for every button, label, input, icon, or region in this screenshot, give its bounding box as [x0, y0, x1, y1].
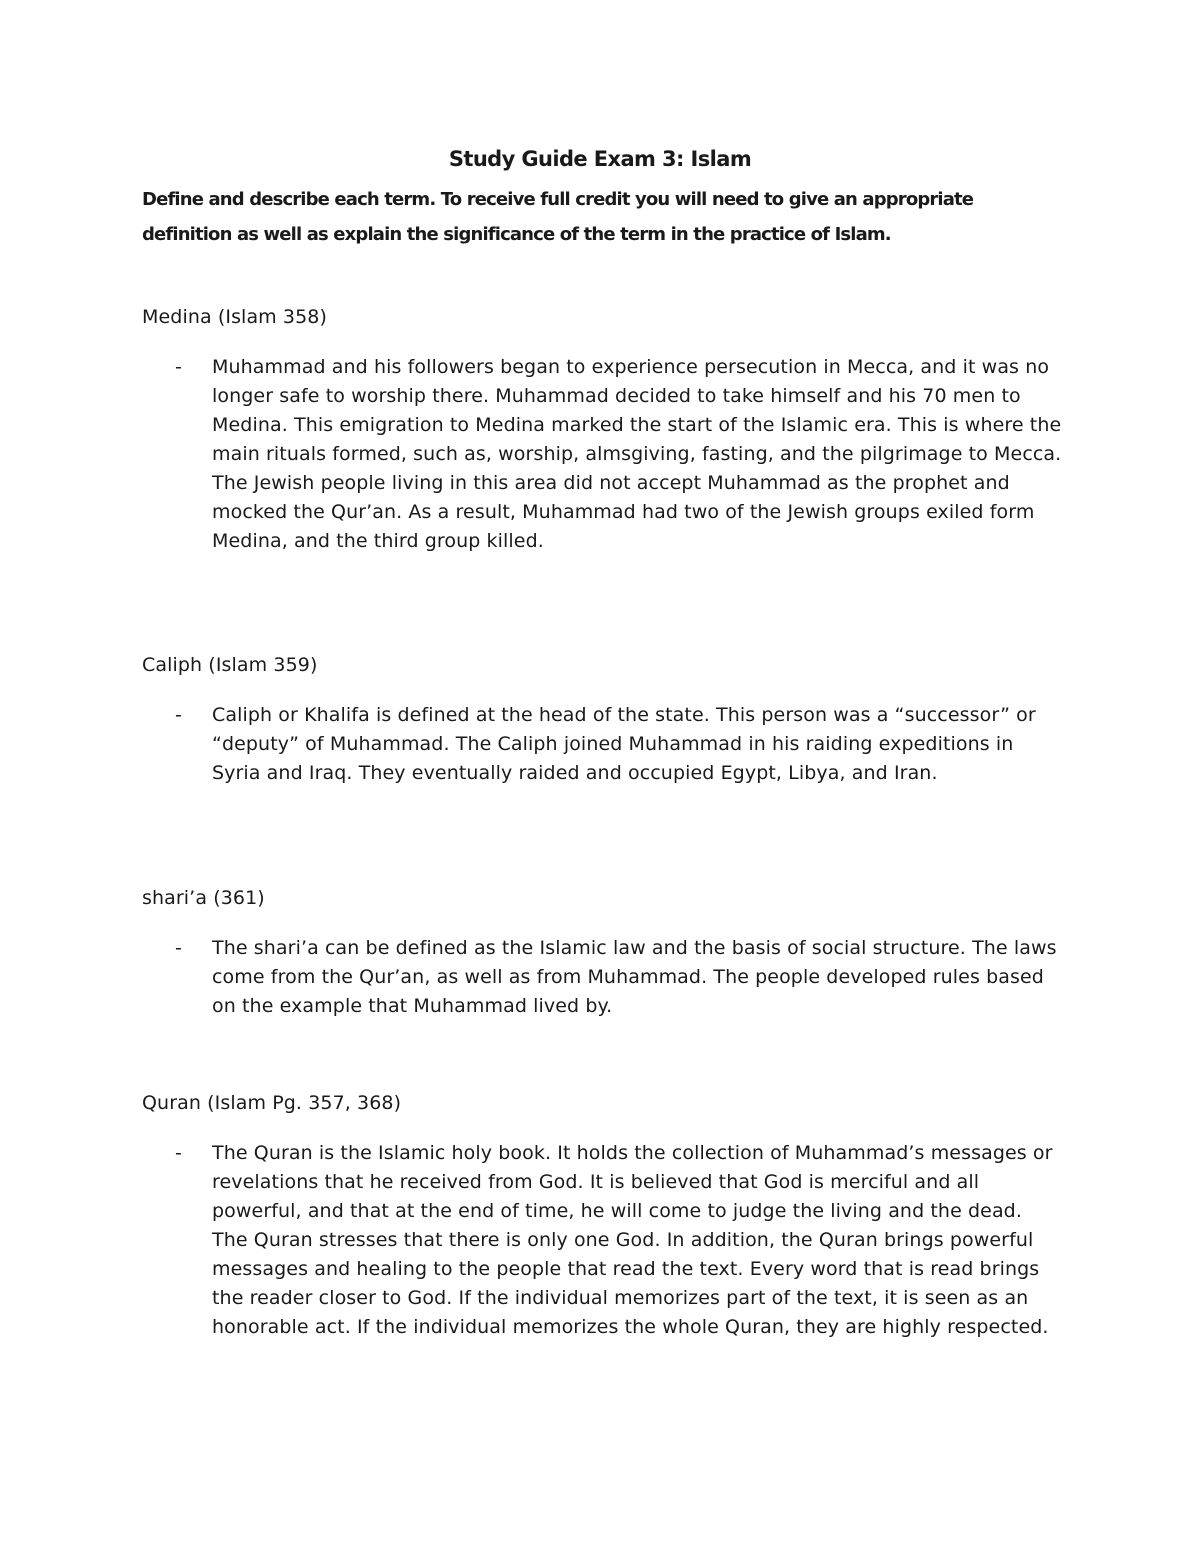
- term-quran: [142, 1088, 1062, 1342]
- term-definition: [142, 1139, 1062, 1342]
- instructions-text: Define and describe each term. To receive full credit you will need to give an appropriate definition as well as explain the significance of the term in the practice of Islam.: [142, 189, 974, 245]
- document-title: Study Guide Exam 3: Islam: [448, 147, 752, 171]
- term-definition: [142, 934, 1062, 1021]
- term-heading: Caliph (Islam 359): [142, 654, 318, 676]
- term-definition-text: The Quran is the Islamic holy book. It holds the collection of Muhammad’s messages or revelations that he received from God. It is believed that God is merciful and all powerful, and that at the end of time, he will come to judge the living and the dead. The Quran stresses that there is only one God. In addition, the Quran brings powerful messages and healing to the people that read the text. Every word that is read brings the reader closer to God. If the individual memorizes part of the text, it is seen as an honorable act. If the individual memorizes the whole Quran, they are highly respected.: [212, 1142, 1053, 1338]
- term-heading: shari’a (361): [142, 887, 265, 909]
- term-definition-text: Caliph or Khalifa is defined at the head of the state. This person was a “successor” or “deputy” of Muhammad. The Caliph joined Muhammad in his raiding expeditions in Syria and Iraq. They eventually raided and occupied Egypt, Libya, and Iran.: [212, 704, 1036, 784]
- term-definition-text: The shari’a can be defined as the Islamic law and the basis of social structure. The laws come from the Qur’an, as well as from Muhammad. The people developed rules based on the example that Muhammad lived by.: [212, 937, 1057, 1017]
- bullet-dash: -: [175, 937, 182, 959]
- term-heading: Quran (Islam Pg. 357, 368): [142, 1092, 402, 1114]
- term-definition: [142, 701, 1062, 788]
- term-medina: [142, 302, 1062, 556]
- term-definition: [142, 353, 1062, 556]
- term-sharia: [142, 883, 1062, 1021]
- term-caliph: [142, 650, 1062, 788]
- bullet-dash: -: [175, 356, 182, 378]
- bullet-dash: -: [175, 1142, 182, 1164]
- term-heading: Medina (Islam 358): [142, 306, 328, 328]
- bullet-dash: -: [175, 704, 182, 726]
- term-definition-text: Muhammad and his followers began to experience persecution in Mecca, and it was no longer safe to worship there. Muhammad decided to take himself and his 70 men to Medina. This emigration to Medina marked the start of the Islamic era. This is where the main rituals formed, such as, worship, almsgiving, fasting, and the pilgrimage to Mecca. The Jewish people living in this area did not accept Muhammad as the prophet and mocked the Qur’an. As a result, Muhammad had two of the Jewish groups exiled form Medina, and the third group killed.: [212, 356, 1062, 552]
